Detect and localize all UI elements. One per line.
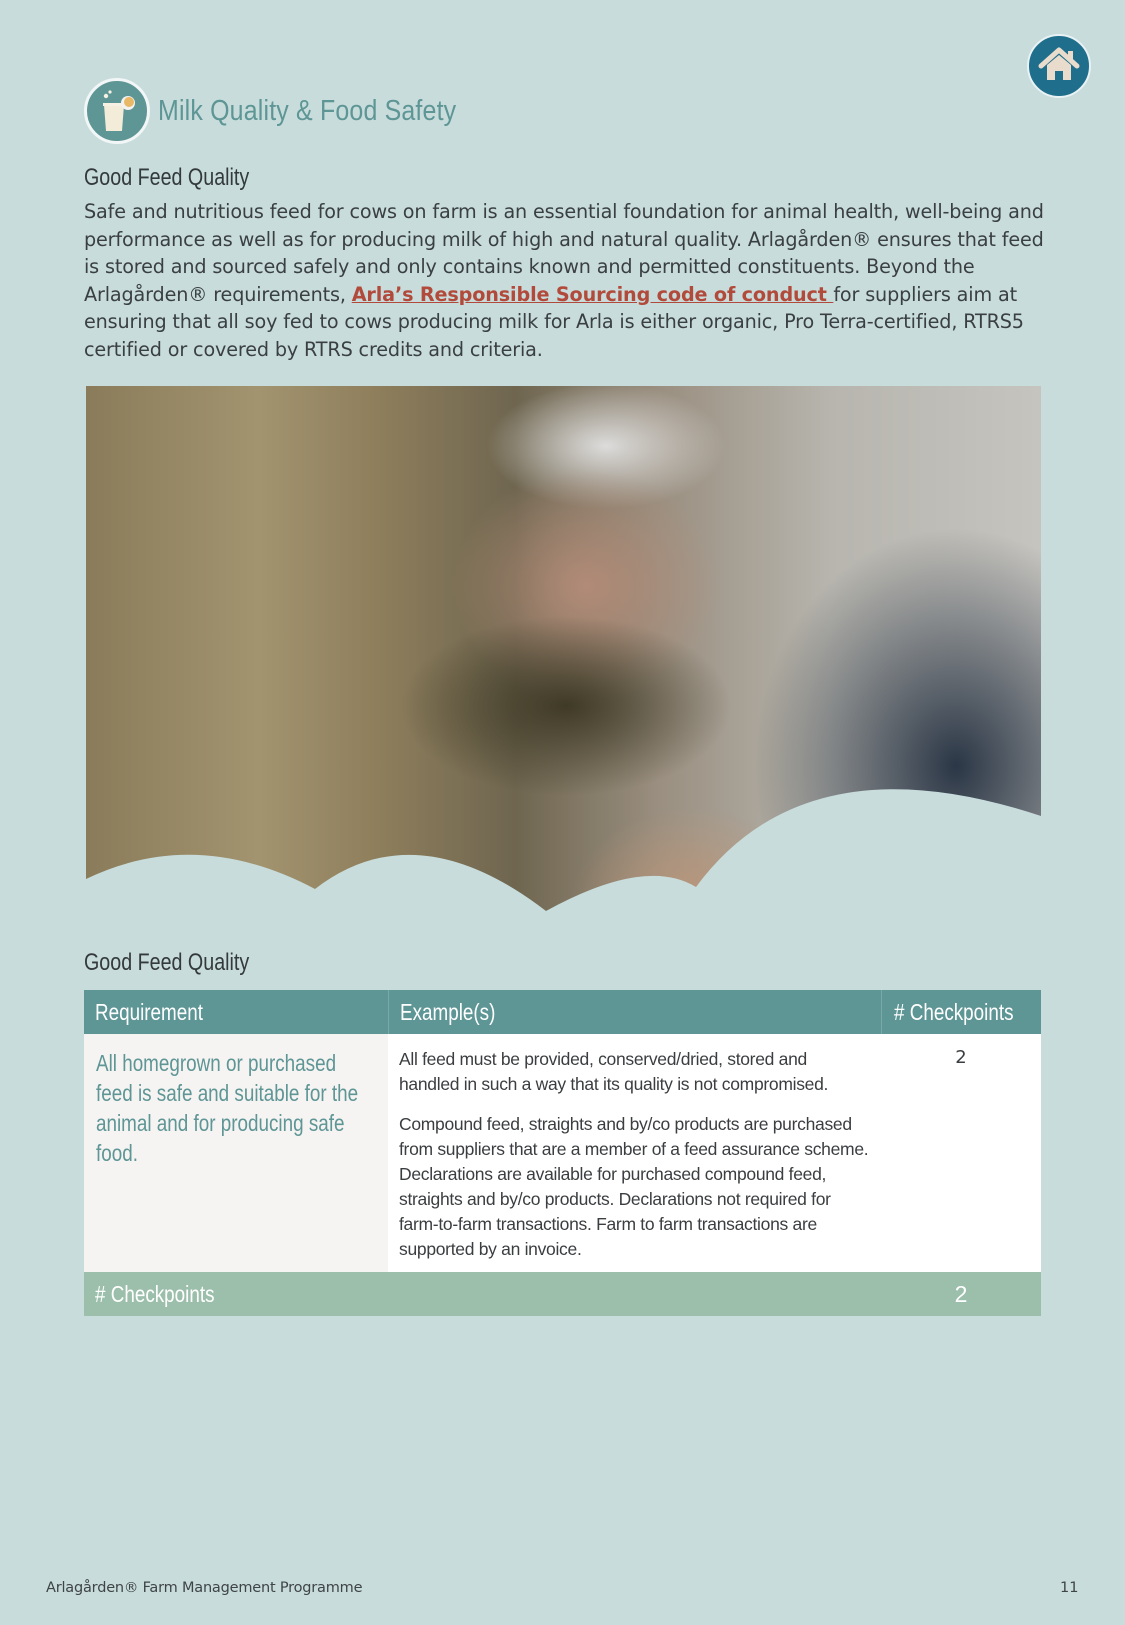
- table-heading: Good Feed Quality: [84, 949, 250, 976]
- example-text: All feed must be provided, conserved/dried, stored and handled in such a way that its quality is not compromised.: [399, 1049, 829, 1094]
- requirement-text: All homegrown or purchased feed is safe and suitable for the animal and for producing safe food.: [96, 1050, 359, 1166]
- summary-row: [84, 1272, 1041, 1316]
- page-number: 11: [1060, 1580, 1079, 1596]
- section-title: Milk Quality & Food Safety: [158, 94, 457, 127]
- cloud-wave-decoration: [86, 386, 1041, 911]
- requirements-table: [84, 990, 1041, 1316]
- column-header-examples: Example(s): [388, 990, 881, 1034]
- milk-glass-icon: [84, 78, 150, 144]
- responsible-sourcing-link[interactable]: Arla’s Responsible Sourcing code of conduct: [351, 282, 834, 306]
- summary-empty-cell: [388, 1272, 881, 1316]
- column-header-requirement: Requirement: [84, 990, 388, 1034]
- example-text: Compound feed, straights and by/co products are purchased from suppliers that are a member of a feed assurance scheme. Declarations are available for purchased compound feed, straights and by/co products. Declarations not required for farm-to-farm transactions. Farm to farm transactions are supported by an invoice.: [399, 1114, 869, 1259]
- intro-paragraph: [84, 198, 1044, 364]
- footer-programme-name: Arlagården® Farm Management Programme: [46, 1580, 363, 1596]
- home-icon: [1037, 46, 1081, 86]
- table-row: [84, 1034, 1041, 1272]
- home-button[interactable]: [1027, 34, 1091, 98]
- examples-cell: [388, 1034, 881, 1272]
- summary-total: 2: [881, 1272, 1041, 1316]
- table-header-row: [84, 990, 1041, 1034]
- column-header-checkpoints: # Checkpoints: [881, 990, 1041, 1034]
- checkpoints-cell: 2: [881, 1034, 1041, 1272]
- intro-text-continued: for suppliers aim at ensuring that all soy fed to cows producing milk for Arla is either organic, Pro Terra-certified, RTRS5 certified or covered by RTRS credits and criteria.: [84, 282, 1024, 361]
- intro-heading: Good Feed Quality: [84, 164, 250, 191]
- intro-text: Safe and nutritious feed for cows on farm is an essential foundation for animal health, well-being and performance as well as for producing milk of high and natural quality. Arlagården® ensures that feed is stored and sourced safely and only contains known and permitted constituents. Beyond the Arlagården® requirements,: [84, 200, 1044, 306]
- requirement-cell: [84, 1034, 388, 1272]
- section-header: [84, 78, 505, 144]
- farmer-feed-photo: [86, 386, 1041, 911]
- summary-label: # Checkpoints: [84, 1272, 388, 1316]
